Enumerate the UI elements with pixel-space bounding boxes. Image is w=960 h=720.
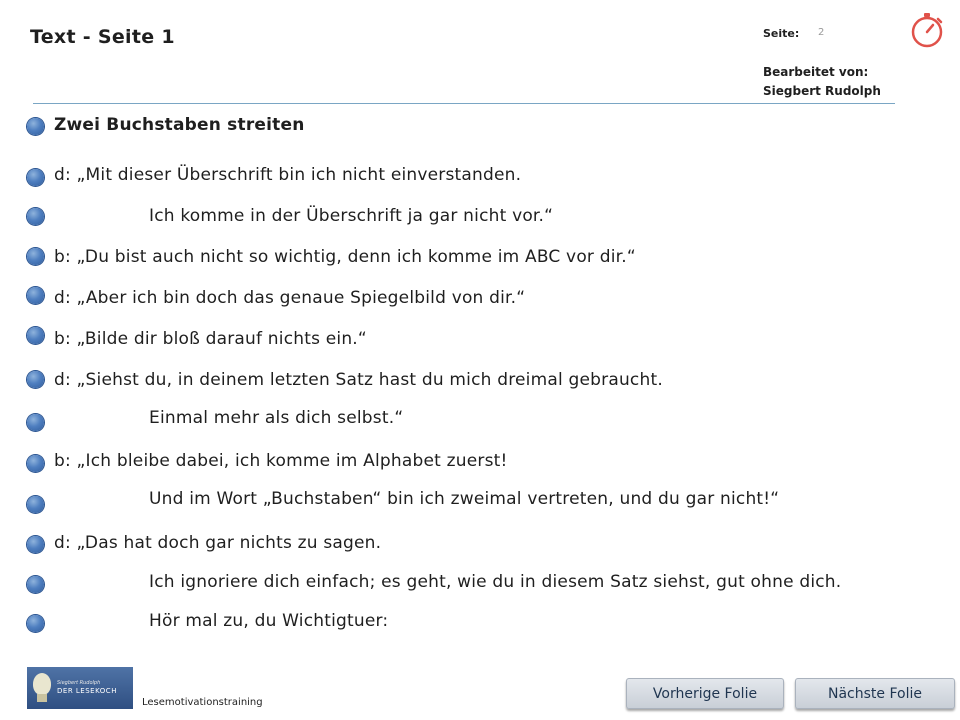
- header-divider: [33, 103, 895, 104]
- footer-label: Lesemotivationstraining: [142, 697, 263, 708]
- text-line: Ich komme in der Überschrift ja gar nicht vor.“: [149, 206, 554, 226]
- audio-bullet-icon[interactable]: [27, 414, 44, 431]
- audio-bullet-icon[interactable]: [27, 496, 44, 513]
- edited-by-name: Siegbert Rudolph: [763, 84, 881, 98]
- text-line: Einmal mehr als dich selbst.“: [149, 408, 404, 428]
- audio-bullet-icon[interactable]: [27, 576, 44, 593]
- stopwatch-icon[interactable]: [907, 10, 947, 50]
- page-title: Text - Seite 1: [30, 26, 175, 48]
- page-number: 2: [818, 27, 825, 38]
- audio-bullet-icon[interactable]: [27, 208, 44, 225]
- text-line: Und im Wort „Buchstaben“ bin ich zweimal vertreten, und du gar nicht!“: [149, 489, 780, 509]
- text-line: Ich ignoriere dich einfach; es geht, wie du in diesem Satz siehst, gut ohne dich.: [149, 572, 842, 592]
- next-slide-button[interactable]: Nächste Folie: [795, 678, 955, 709]
- text-line: d: „Mit dieser Überschrift bin ich nicht einverstanden.: [54, 165, 522, 185]
- audio-bullet-icon[interactable]: [27, 169, 44, 186]
- audio-bullet-icon[interactable]: [27, 371, 44, 388]
- text-line: d: „Siehst du, in deinem letzten Satz hast du mich dreimal gebraucht.: [54, 370, 663, 390]
- previous-slide-button[interactable]: Vorherige Folie: [626, 678, 784, 709]
- audio-bullet-icon[interactable]: [27, 615, 44, 632]
- audio-bullet-icon[interactable]: [27, 118, 44, 135]
- edited-by: [763, 63, 881, 101]
- audio-bullet-icon[interactable]: [27, 327, 44, 344]
- logo-brand: DER LESEKOCH: [57, 687, 117, 695]
- text-line: d: „Aber ich bin doch das genaue Spiegelbild von dir.“: [54, 288, 526, 308]
- audio-bullet-icon[interactable]: [27, 287, 44, 304]
- leseKoch-logo: [27, 667, 133, 709]
- edited-by-label: Bearbeitet von:: [763, 65, 869, 79]
- audio-bullet-icon[interactable]: [27, 455, 44, 472]
- text-line: Hör mal zu, du Wichtigtuer:: [149, 611, 389, 631]
- text-line: d: „Das hat doch gar nichts zu sagen.: [54, 533, 382, 553]
- text-heading: Zwei Buchstaben streiten: [54, 115, 305, 135]
- text-line: b: „Du bist auch nicht so wichtig, denn ich komme im ABC vor dir.“: [54, 247, 636, 267]
- audio-bullet-icon[interactable]: [27, 248, 44, 265]
- audio-bullet-icon[interactable]: [27, 536, 44, 553]
- page-label: Seite:: [763, 27, 800, 40]
- lightbulb-base: [37, 694, 47, 702]
- text-line: b: „Ich bleibe dabei, ich komme im Alphabet zuerst!: [54, 451, 508, 471]
- logo-name: Siegbert Rudolph: [57, 680, 101, 686]
- lightbulb-icon: [33, 673, 51, 695]
- text-line: b: „Bilde dir bloß darauf nichts ein.“: [54, 329, 367, 349]
